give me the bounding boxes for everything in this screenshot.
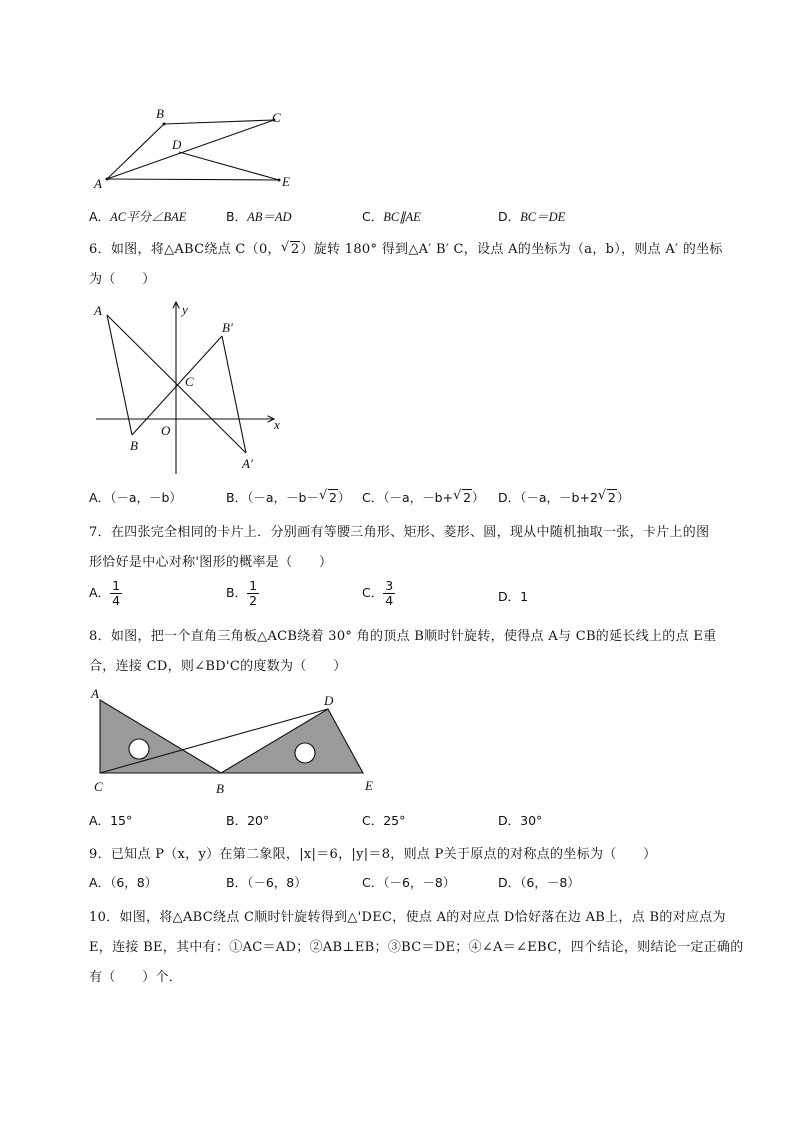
q5-label-d: D (172, 137, 182, 152)
q5-option-c[interactable]: C．BC∥AE (362, 209, 421, 224)
q7-fraction-a: $\frac{1}{4}$ (112, 578, 121, 608)
q9-option-a[interactable]: A．（6，8） (89, 875, 158, 890)
q5-label-e: E (282, 174, 290, 189)
q10-stem-line1: 10．如图，将△ABC绕点 C顺时针旋转得到△'DEC，使点 A的对应点 D恰好落在边 AB上，点 B的对应点为 (89, 910, 726, 925)
q6-option-d[interactable]: D．（－a，－b+2√ 2） (498, 488, 629, 506)
q7-stem-line2: 形恰好是中心对称'图形的概率是（ ） (89, 555, 333, 570)
q5-label-a: A (94, 176, 102, 191)
q8-option-b[interactable]: B．20° (226, 813, 270, 828)
q5-option-d[interactable]: D．BC＝DE (498, 209, 566, 224)
q6-option-b[interactable]: B．（－a，－b－√ 2） (226, 488, 350, 506)
q7-fraction-c: $\frac{3}{4}$ (385, 578, 394, 608)
q5-option-b[interactable]: B．AB＝AD (226, 209, 292, 224)
q8-label-e: E (365, 778, 373, 793)
q5-figure (86, 100, 306, 192)
q6-label-x: x (274, 417, 280, 432)
q6-label-a: A (94, 303, 102, 318)
q6-label-c: C (185, 374, 194, 389)
q7-option-a[interactable]: A． $\frac{1}{4}$ (89, 578, 121, 608)
q7-option-c[interactable]: C． $\frac{3}{4}$ (362, 578, 394, 608)
q7-option-b[interactable]: B． $\frac{1}{2}$ (226, 578, 258, 608)
q8-label-b: B (216, 781, 224, 796)
q8-figure (86, 684, 386, 802)
q8-stem-line2: 合，连接 CD，则∠BD'C的度数为（ ） (89, 659, 347, 674)
q8-label-a: A (91, 686, 99, 701)
q5-option-a[interactable]: A．AC平分∠BAE (89, 209, 187, 224)
q7-fraction-b: $\frac{1}{2}$ (249, 578, 258, 608)
q6-label-b: B (130, 438, 138, 453)
q8-label-c: C (94, 779, 103, 794)
q9-stem-line1: 9．已知点 P（x，y）在第二象限，|x|＝6，|y|＝8，则点 P关于原点的对称点的坐标为（ ） (89, 847, 657, 862)
q7-stem-line1: 7．在四张完全相同的卡片上．分别画有等腰三角形、矩形、菱形、圆，现从中随机抽取一张，卡片上的图 (89, 525, 710, 540)
q9-option-b[interactable]: B．（－6，8） (226, 875, 307, 890)
q6-label-o: O (161, 423, 171, 438)
q6-label-y: y (182, 302, 188, 317)
q8-option-a[interactable]: A．15° (89, 813, 133, 828)
q6-stem-line1: 6．如图，将△ABC绕点 C（0，√ 2）旋转 180° 得到△A′ B′ C，设点 A的坐标为（a，b），则点 A′ 的坐标 (89, 238, 723, 257)
q6-option-c[interactable]: C．（－a，－b+√ 2） (362, 488, 485, 506)
q5-label-c: C (272, 110, 281, 125)
q6-label-bp: B′ (222, 320, 233, 335)
q10-stem-line3: 有（ ）个． (89, 970, 183, 985)
q10-stem-line2: E，连接 BE，其中有：①AC＝AD；②AB⊥EB；③BC＝DE；④∠A＝∠EBC，四个结论，则结论一定正确的 (89, 940, 744, 955)
q7-option-d[interactable]: D．1 (498, 589, 529, 604)
q6-label-ap: A′ (242, 456, 253, 471)
q8-option-d[interactable]: D．30° (498, 813, 543, 828)
q6-option-a[interactable]: A．（－a，－b） (89, 490, 182, 505)
q6-figure (86, 298, 286, 480)
q9-option-d[interactable]: D．（6，－8） (498, 875, 580, 890)
q9-option-c[interactable]: C．（－6，－8） (362, 875, 456, 890)
q8-option-c[interactable]: C．25° (362, 813, 406, 828)
q8-stem-line1: 8．如图，把一个直角三角板△ACB绕着 30° 角的顶点 B顺时针旋转，使得点 A与 CB的延长线上的点 E重 (89, 629, 717, 644)
q6-stem-line2: 为（ ） (89, 272, 156, 287)
q8-label-d: D (324, 693, 334, 708)
q5-label-b: B (156, 106, 164, 121)
